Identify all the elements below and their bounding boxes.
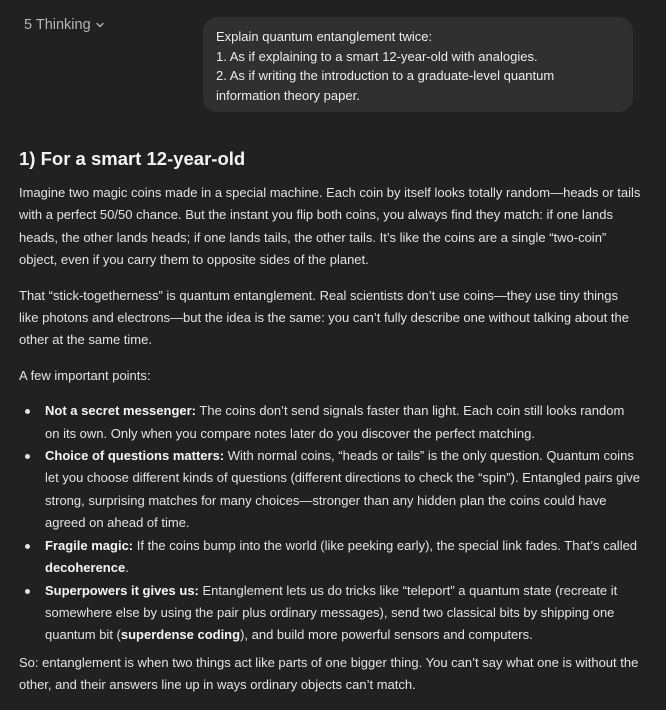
section-heading: 1) For a smart 12-year-old [19, 148, 246, 169]
bullet-icon [25, 454, 30, 459]
paragraph-intro: Imagine two magic coins made in a special machine. Each coin by itself looks totally random—heads or tails with a perfect 50/50 chance. But the instant you flip both coins, you always find they match: if one lands heads, the other lands heads; if one lands tails, the other tails. It’s like the coins are a single “two-coin” object, even if you carry them to opposite sides of the planet. [19, 185, 641, 268]
user-message-line: Explain quantum entanglement twice: [216, 29, 433, 44]
user-message-line: 2. As if writing the introduction to a graduate-level quantum information theory paper. [216, 68, 555, 103]
paragraph-definition: That “stick-togetherness” is quantum entanglement. Real scientists don’t use coins—they use tiny things like photons and electrons—but the idea is the same: you can’t fully describe one without talking about the other at the same time. [19, 287, 629, 348]
list-item [19, 400, 641, 445]
list-item-term: decoherence [45, 560, 126, 576]
model-label: 5 Thinking [24, 17, 91, 33]
paragraph-summary: So: entanglement is when two things act like parts of one bigger thing. You can’t say what one is without the other, and their answers line up in ways ordinary objects can’t match. [19, 654, 639, 693]
list-item-text: With normal coins, “heads or tails” is the only question. Quantum coins let you choose different kinds of questions (different directions to check the “spin”). Entangled pairs give strong, surprising matches for many choices—stronger than any hidden plan the coins could have agreed on ahead of time. [45, 448, 640, 531]
model-picker[interactable] [24, 17, 105, 33]
paragraph-points-lead: A few important points: [19, 367, 151, 383]
list-item-text: Entanglement lets us do tricks like “teleport” a quantum state (recreate it somewhere else by using the pair plus ordinary messages), send two classical bits by shipping one quantum bit ( [45, 582, 618, 643]
list-item [19, 580, 641, 647]
user-message-line: 1. As if explaining to a smart 12-year-old with analogies. [216, 48, 538, 64]
list-item-term: superdense coding [120, 627, 241, 643]
list-item-title: Choice of questions matters: [45, 448, 225, 464]
user-message-bubble [203, 17, 633, 112]
list-item-text-end: . [125, 560, 129, 576]
list-item-text: The coins don’t send signals faster than light. Each coin still looks random on its own. Only when you compare notes later do you discover the perfect matching. [45, 403, 625, 441]
list-item-text: If the coins bump into the world (like peeking early), the special link fades. That’s called [133, 537, 638, 553]
list-item [19, 535, 641, 580]
list-item-title: Fragile magic: [45, 537, 134, 553]
list-item-title: Not a secret messenger: [45, 403, 197, 419]
list-item-title: Superpowers it gives us: [45, 582, 199, 598]
assistant-response [19, 146, 641, 710]
list-item-text-end: ), and build more powerful sensors and computers. [240, 627, 533, 643]
bullet-icon [25, 544, 30, 549]
bullet-icon [25, 589, 30, 594]
points-list [19, 400, 641, 646]
chevron-down-icon [95, 20, 105, 30]
list-item [19, 445, 641, 535]
bullet-icon [25, 409, 30, 414]
